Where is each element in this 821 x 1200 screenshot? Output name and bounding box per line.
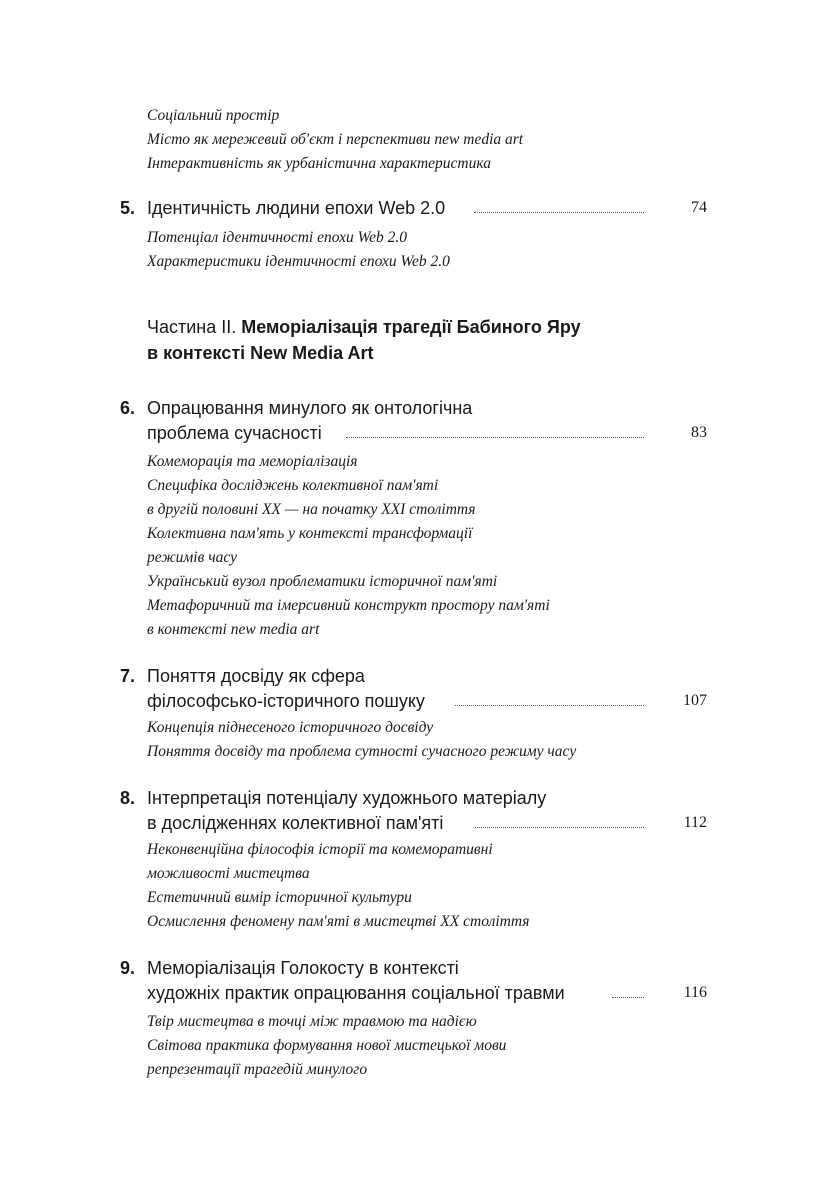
leader-dots: [475, 827, 644, 828]
page-number: 107: [683, 692, 707, 709]
subsection: Місто як мережевий об'єкт і перспективи new media art: [147, 131, 524, 148]
subsection: Твір мистецтва в точці між травмою та надією: [147, 1013, 477, 1030]
part-heading: [147, 314, 581, 340]
chapter-number: 9.: [120, 958, 136, 978]
chapter-title: Опрацювання минулого як онтологічна: [147, 398, 473, 418]
chapter-title: Інтерпретація потенціалу художнього матеріалу: [147, 788, 547, 808]
subsection: репрезентації трагедій минулого: [147, 1061, 368, 1078]
subsection: Поняття досвіду та проблема сутності сучасного режиму часу: [147, 743, 577, 760]
leader-dots: [455, 705, 644, 706]
subsection: в контексті new media art: [147, 621, 320, 638]
chapter-title-continued: художніх практик опрацювання соціальної травми: [147, 983, 565, 1003]
chapter-title: Ідентичність людини епохи Web 2.0: [147, 198, 446, 218]
page-number: 116: [683, 984, 707, 1001]
subsection: Естетичний вимір історичної культури: [147, 889, 412, 906]
chapter-number: 5.: [120, 198, 136, 218]
part-prefix: Частина II.: [147, 317, 237, 337]
subsection: режимів часу: [147, 549, 238, 566]
subsection: Концепція піднесеного історичного досвіду: [147, 719, 434, 736]
chapter-number: 8.: [120, 788, 136, 808]
part-title-continued: в контексті New Media Art: [147, 343, 374, 363]
subsection: Характеристики ідентичності епохи Web 2.0: [147, 253, 450, 270]
subsection: Комеморація та меморіалізація: [147, 453, 358, 470]
leader-dots: [474, 212, 644, 213]
part-heading-line2: [147, 340, 374, 366]
chapter-title-continued: філософсько-історичного пошуку: [147, 691, 425, 711]
subsection: Український вузол проблематики історичної пам'яті: [147, 573, 498, 590]
chapter-number: 7.: [120, 666, 136, 686]
leader-dots: [612, 997, 644, 998]
chapter-title: Поняття досвіду як сфера: [147, 666, 365, 686]
page-number: 83: [691, 424, 707, 441]
subsection: в другій половині XX — на початку XXI століття: [147, 501, 476, 518]
subsection: Осмислення феномену пам'яті в мистецтві XX століття: [147, 913, 530, 930]
subsection: Колективна пам'ять у контексті трансформації: [147, 525, 473, 542]
chapter-number: 6.: [120, 398, 136, 418]
subsection: Соціальний простір: [147, 107, 280, 124]
chapter-title: Меморіалізація Голокосту в контексті: [147, 958, 459, 978]
subsection: Неконвенційна філософія історії та комеморативні: [147, 841, 493, 858]
leader-dots: [346, 437, 644, 438]
page-number: 74: [691, 199, 707, 216]
chapter-title-continued: в дослідженнях колективної пам'яті: [147, 813, 444, 833]
subsection: Світова практика формування нової мистецької мови: [147, 1037, 507, 1054]
page-number: 112: [683, 814, 707, 831]
subsection: Метафоричний та імерсивний конструкт простору пам'яті: [147, 597, 550, 614]
chapter-title-continued: проблема сучасності: [147, 423, 322, 443]
subsection: Специфіка досліджень колективної пам'яті: [147, 477, 439, 494]
subsection: можливості мистецтва: [147, 865, 310, 882]
part-title: Меморіалізація трагедії Бабиного Яру: [241, 317, 581, 337]
subsection: Інтерактивність як урбаністична характеристика: [147, 155, 491, 172]
subsection: Потенціал ідентичності епохи Web 2.0: [147, 229, 408, 246]
